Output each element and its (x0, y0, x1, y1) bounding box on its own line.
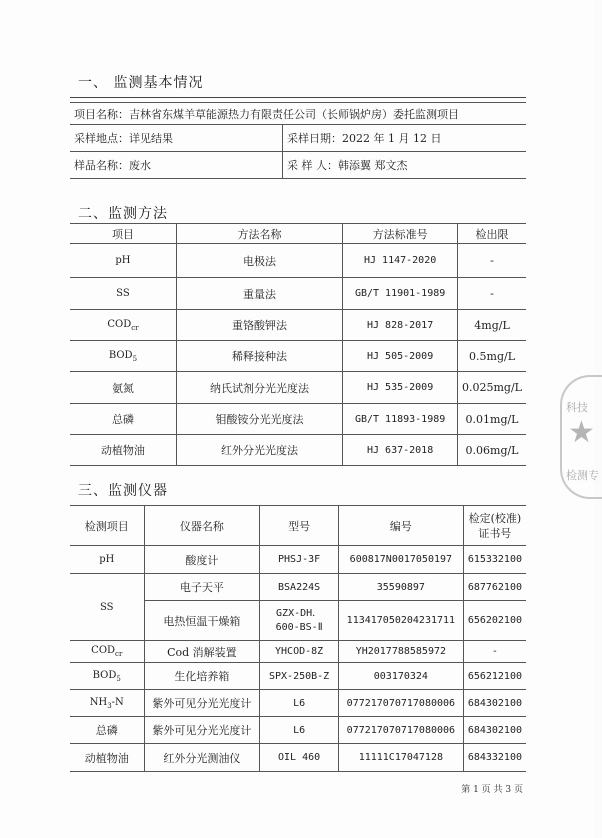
table-row (70, 663, 526, 690)
model-cell (260, 601, 339, 641)
section3-title: 三、监测仪器 (78, 483, 168, 499)
method-table (70, 223, 526, 466)
model-cell: PHSJ-3F (260, 546, 339, 574)
method-cell: 电极法 (176, 244, 342, 278)
standard-cell: GB/T 11901-1989 (343, 278, 458, 310)
item-cell: 总磷 (70, 717, 144, 744)
cert-cell: 684302100 (463, 690, 526, 717)
item-cell: $BOD_5$ (70, 663, 144, 690)
standard-cell: HJ 637-2018 (343, 435, 458, 466)
table-row (70, 641, 526, 663)
item-cell: 总磷 (70, 404, 176, 435)
item-cell: 动植物油 (70, 435, 176, 466)
instrument-cell: 电热恒温干燥箱 (144, 601, 260, 641)
divider (70, 97, 526, 98)
serial-cell: 077217070717080006 (338, 690, 463, 717)
cert-cell: - (463, 641, 526, 663)
method-cell: 稀释接种法 (176, 341, 342, 372)
item-cell: $COD_{cr}$ (70, 641, 144, 663)
model-cell: BSA224S (260, 574, 339, 601)
header-cell: 项目 (70, 224, 176, 244)
header-cell: 方法名称 (176, 224, 342, 244)
item-cell: SS (70, 574, 144, 641)
model-line: GZX-DH． (276, 607, 323, 619)
item-cell: 动植物油 (70, 744, 144, 772)
item-cell: $BOD_5$ (70, 341, 176, 372)
limit-cell: 0.01mg/L (458, 404, 526, 435)
limit-cell: - (458, 278, 526, 310)
serial-cell: YH2017788585972 (338, 641, 463, 663)
item-cell: $NH_3-N$ (70, 690, 144, 717)
header-cell: 方法标准号 (343, 224, 458, 244)
item-cell: 氨氮 (70, 372, 176, 404)
sampling-site: 采样地点：详见结果 (70, 125, 283, 152)
method-cell: 钼酸铵分光光度法 (176, 404, 342, 435)
item-cell: $COD_{cr}$ (70, 310, 176, 341)
header-cell: 编号 (338, 506, 463, 546)
table-row (70, 435, 526, 466)
header-line: 检定(校准) (468, 511, 522, 525)
limit-cell: 0.025mg/L (458, 372, 526, 404)
table-row (70, 717, 526, 744)
serial-cell: 35590897 (338, 574, 463, 601)
stamp-text-bottom: 检测专 (566, 469, 599, 482)
project-name: 项目名称：吉林省东煤羊草能源热力有限责任公司（长师锅炉房）委托监测项目 (70, 103, 526, 125)
section2-title: 二、监测方法 (78, 206, 168, 222)
sampling-date: 采样日期：2022 年 1 月 12 日 (283, 125, 527, 152)
table-row (70, 546, 526, 574)
cert-cell: 687762100 (463, 574, 526, 601)
model-cell: L6 (260, 717, 339, 744)
header-cell: 仪器名称 (144, 506, 260, 546)
table-row (70, 690, 526, 717)
basic-info-table (70, 102, 526, 179)
instrument-cell: 电子天平 (144, 574, 260, 601)
cert-cell: 656212100 (463, 663, 526, 690)
instrument-cell: 生化培养箱 (144, 663, 260, 690)
model-cell: OIL 460 (260, 744, 339, 772)
header-cell: 检出限 (458, 224, 526, 244)
table-header (70, 506, 526, 546)
serial-cell: 11111C17047128 (338, 744, 463, 772)
table-row (70, 244, 526, 278)
cert-cell: 684302100 (463, 717, 526, 744)
standard-cell: HJ 505-2009 (343, 341, 458, 372)
model-cell: SPX-250B-Z (260, 663, 339, 690)
limit-cell: 0.5mg/L (458, 341, 526, 372)
limit-cell: 0.06mg/L (458, 435, 526, 466)
header-line: 证书号 (478, 526, 512, 540)
seal-stamp (560, 375, 602, 499)
serial-cell: 003170324 (338, 663, 463, 690)
method-cell: 红外分光光度法 (176, 435, 342, 466)
cert-cell: 615332100 (463, 546, 526, 574)
serial-cell: 113417050204231711 (338, 601, 463, 641)
page-number: 第 1 页 共 3 页 (461, 785, 523, 795)
model-cell: YHCOD-8Z (260, 641, 339, 663)
cert-cell: 656202100 (463, 601, 526, 641)
table-row (70, 310, 526, 341)
instrument-cell: 红外分光测油仪 (144, 744, 260, 772)
instrument-cell: Cod 消解装置 (144, 641, 260, 663)
instrument-table (70, 505, 526, 772)
header-cell: 检测项目 (70, 506, 144, 546)
item-cell: SS (70, 278, 176, 310)
table-row (70, 574, 526, 601)
method-cell: 重铬酸钾法 (176, 310, 342, 341)
sampler: 采 样 人：韩添翼 郑文杰 (283, 152, 527, 179)
instrument-cell: 酸度计 (144, 546, 260, 574)
instrument-cell: 紫外可见分光光度计 (144, 717, 260, 744)
limit-cell: - (458, 244, 526, 278)
instrument-cell: 紫外可见分光光度计 (144, 690, 260, 717)
table-row (70, 372, 526, 404)
table-row (70, 278, 526, 310)
serial-cell: 077217070717080006 (338, 717, 463, 744)
header-cell: 型号 (260, 506, 339, 546)
table-row (70, 404, 526, 435)
standard-cell: HJ 828-2017 (343, 310, 458, 341)
standard-cell: HJ 1147-2020 (343, 244, 458, 278)
method-cell: 重量法 (176, 278, 342, 310)
method-cell: 纳氏试剂分光光度法 (176, 372, 342, 404)
section1-title: 一、 监测基本情况 (78, 75, 204, 91)
item-cell: pH (70, 244, 176, 278)
star-icon: ★ (568, 415, 595, 450)
standard-cell: GB/T 11893-1989 (343, 404, 458, 435)
table-header (70, 224, 526, 244)
item-cell: pH (70, 546, 144, 574)
table-row (70, 341, 526, 372)
table-row (70, 744, 526, 772)
serial-cell: 600817N0017050197 (338, 546, 463, 574)
model-cell: L6 (260, 690, 339, 717)
model-line: 600-BS-Ⅱ (275, 621, 323, 633)
standard-cell: HJ 535-2009 (343, 372, 458, 404)
stamp-text-top: 科技 (566, 401, 588, 414)
header-cell (463, 506, 526, 546)
cert-cell: 684332100 (463, 744, 526, 772)
sample-name: 样品名称：废水 (70, 152, 283, 179)
limit-cell: 4mg/L (458, 310, 526, 341)
